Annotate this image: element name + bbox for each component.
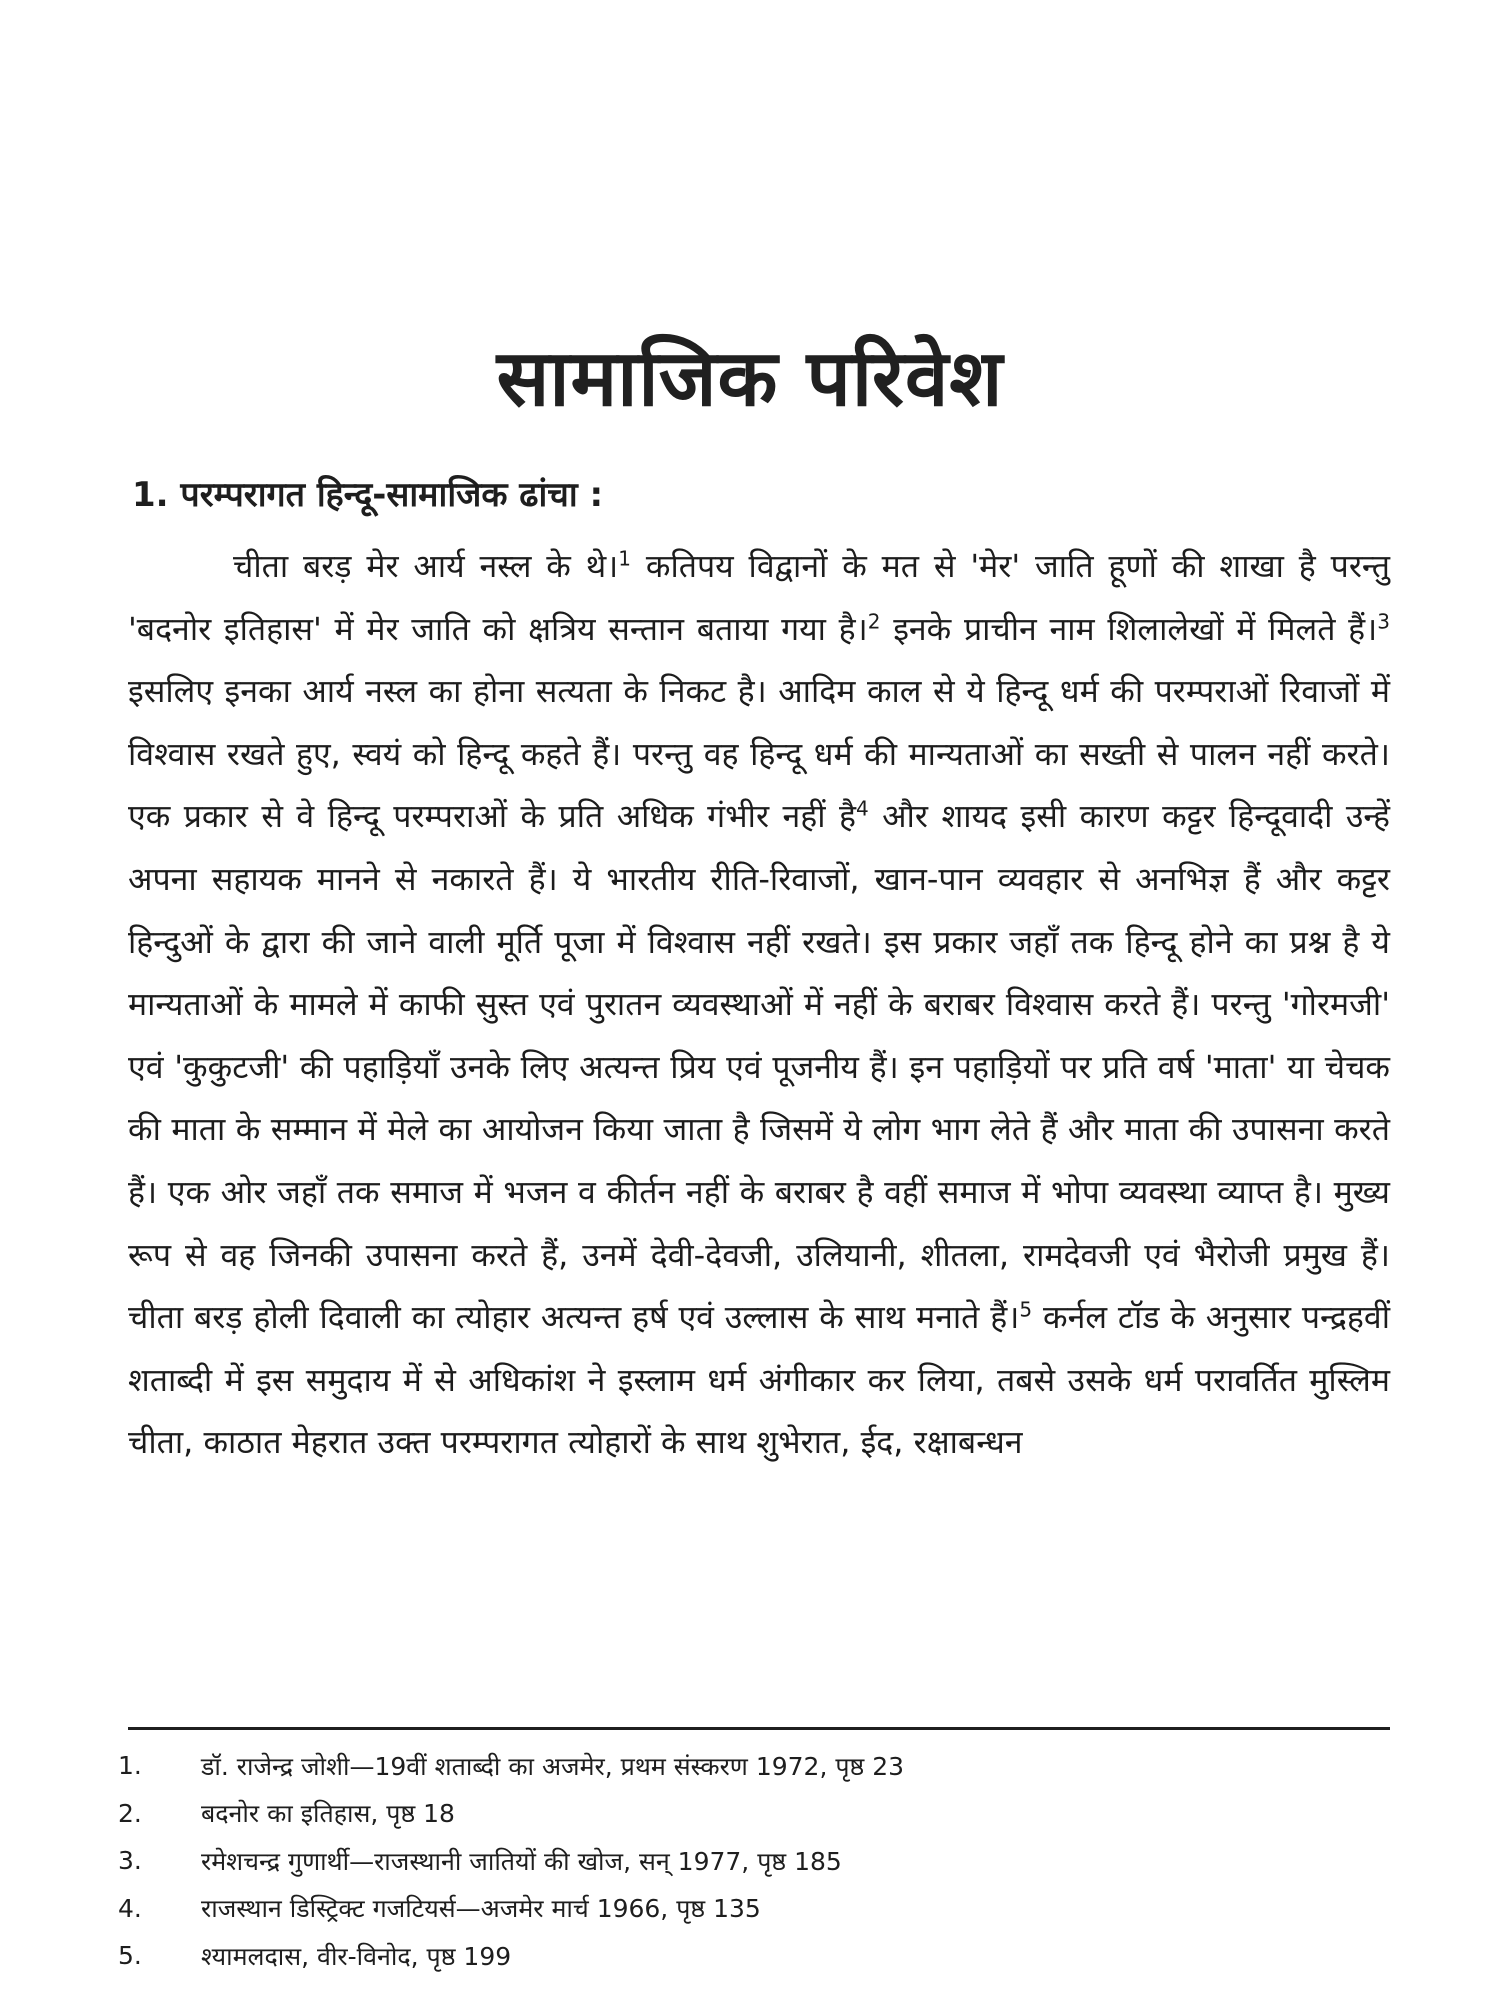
- sentence-5: और शायद इसी कारण कट्टर हिन्दूवादी उन्हें अपना सहायक मानने से नकारते हैं। ये भारतीय रीति-रिवाजों, खान-पान व्यवहार से अनभिज्ञ हैं और कट्टर हिन्दुओं के द्वारा की जाने वाली मूर्ति पूजा में विश्वास नहीं रखते। इस प्रकार जहाँ तक हिन्दू होने का प्रश्न है ये मान्यताओं के मामले में काफी सुस्त एवं पुरातन व्यवस्थाओं में नहीं के बराबर विश्वास करते हैं। परन्तु 'गोरमजी' एवं 'कुकुटजी' की पहाड़ियाँ उनके लिए अत्यन्त प्रिय एवं पूजनीय हैं। इन पहाड़ियों पर प्रति वर्ष 'माता' या चेचक की माता के सम्मान में मेले का आयोजन किया जाता है जिसमें ये लोग भाग लेते हैं और माता की उपासना करते हैं। एक ओर जहाँ तक समाज में भजन व कीर्तन नहीं के बराबर है वहीं समाज में भोपा व्यवस्था व्याप्त है। मुख्य रूप से वह जिनकी उपासना करते हैं, उनमें देवी-देवजी, उलियानी, शीतला, रामदेवजी एवं भैरोजी प्रमुख हैं। चीता बरड़ होली दिवाली का त्योहार अत्यन्त हर्ष एवं उल्लास के साथ मनाते हैं।: [128, 797, 1390, 1337]
- footnote-number: 2.: [118, 1798, 142, 1828]
- footnote-ref-5[interactable]: 5: [1019, 1297, 1033, 1322]
- footnote-text: श्यामलदास, वीर-विनोद, पृष्ठ 199: [201, 1941, 512, 1971]
- footnote-number: 1.: [118, 1751, 142, 1781]
- sentence-2: कतिपय विद्वानों के मत से 'मेर' जाति हूणों की शाखा है परन्तु 'बदनोर इतिहास' में मेर जाति को क्षत्रिय सन्तान बताया गया है।: [128, 547, 1390, 648]
- footnote-item: [118, 1790, 1368, 1838]
- footnote-text: बदनोर का इतिहास, पृष्ठ 18: [201, 1799, 455, 1829]
- sentence-6: कर्नल टॉड के अनुसार पन्द्रहवीं शताब्दी में इस समुदाय में से अधिकांश ने इस्लाम धर्म अंगीकार कर लिया, तबसे उसके धर्म परावर्तित मुस्लिम चीता, काठात मेहरात उक्त परम्परागत त्योहारों के साथ शुभेरात, ईद, रक्षाबन्धन: [128, 1298, 1390, 1462]
- footnote-text: रमेशचन्द्र गुणार्थी—राजस्थानी जातियों की खोज, सन् 1977, पृष्ठ 185: [201, 1846, 842, 1876]
- footnote-number: 3.: [118, 1846, 142, 1876]
- page-title: सामाजिक परिवेश: [496, 334, 1004, 425]
- footnote-number: 5.: [118, 1941, 142, 1971]
- sentence-3: इनके प्राचीन नाम शिलालेखों में मिलते हैं।: [880, 609, 1378, 648]
- footnote-ref-2[interactable]: 2: [867, 608, 881, 633]
- footnote-number: 4.: [118, 1893, 142, 1923]
- body-paragraph: [128, 535, 1390, 1474]
- footnote-text: राजस्थान डिस्ट्रिक्ट गजटियर्स—अजमेर मार्च 1966, पृष्ठ 135: [201, 1894, 761, 1924]
- footnote-item: [118, 1742, 1368, 1790]
- footnote-ref-4[interactable]: 4: [855, 796, 869, 821]
- footnote-item: [118, 1837, 1368, 1885]
- footnote-item: [118, 1932, 1368, 1980]
- footnote-divider: [128, 1727, 1390, 1730]
- footnotes: [118, 1742, 1368, 1980]
- footnote-ref-3[interactable]: 3: [1377, 608, 1391, 633]
- footnote-text: डॉ. राजेन्द्र जोशी—19वीं शताब्दी का अजमेर, प्रथम संस्करण 1972, पृष्ठ 23: [201, 1751, 905, 1781]
- footnote-ref-1[interactable]: 1: [618, 546, 632, 571]
- paragraph: [128, 535, 1390, 1474]
- sentence-1: चीता बरड़ मेर आर्य नस्ल के थे।: [233, 547, 619, 585]
- footnote-item: [118, 1885, 1368, 1933]
- section-heading: 1. परम्परागत हिन्दू-सामाजिक ढांचा :: [132, 475, 604, 515]
- sentence-4: इसलिए इनका आर्य नस्ल का होना सत्यता के निकट है। आदिम काल से ये हिन्दू धर्म की परम्पराओं रिवाजों में विश्वास रखते हुए, स्वयं को हिन्दू कहते हैं। परन्तु वह हिन्दू धर्म की मान्यताओं का सख्ती से पालन नहीं करते। एक प्रकार से वे हिन्दू परम्पराओं के प्रति अधिक गंभीर नहीं है: [128, 672, 1390, 836]
